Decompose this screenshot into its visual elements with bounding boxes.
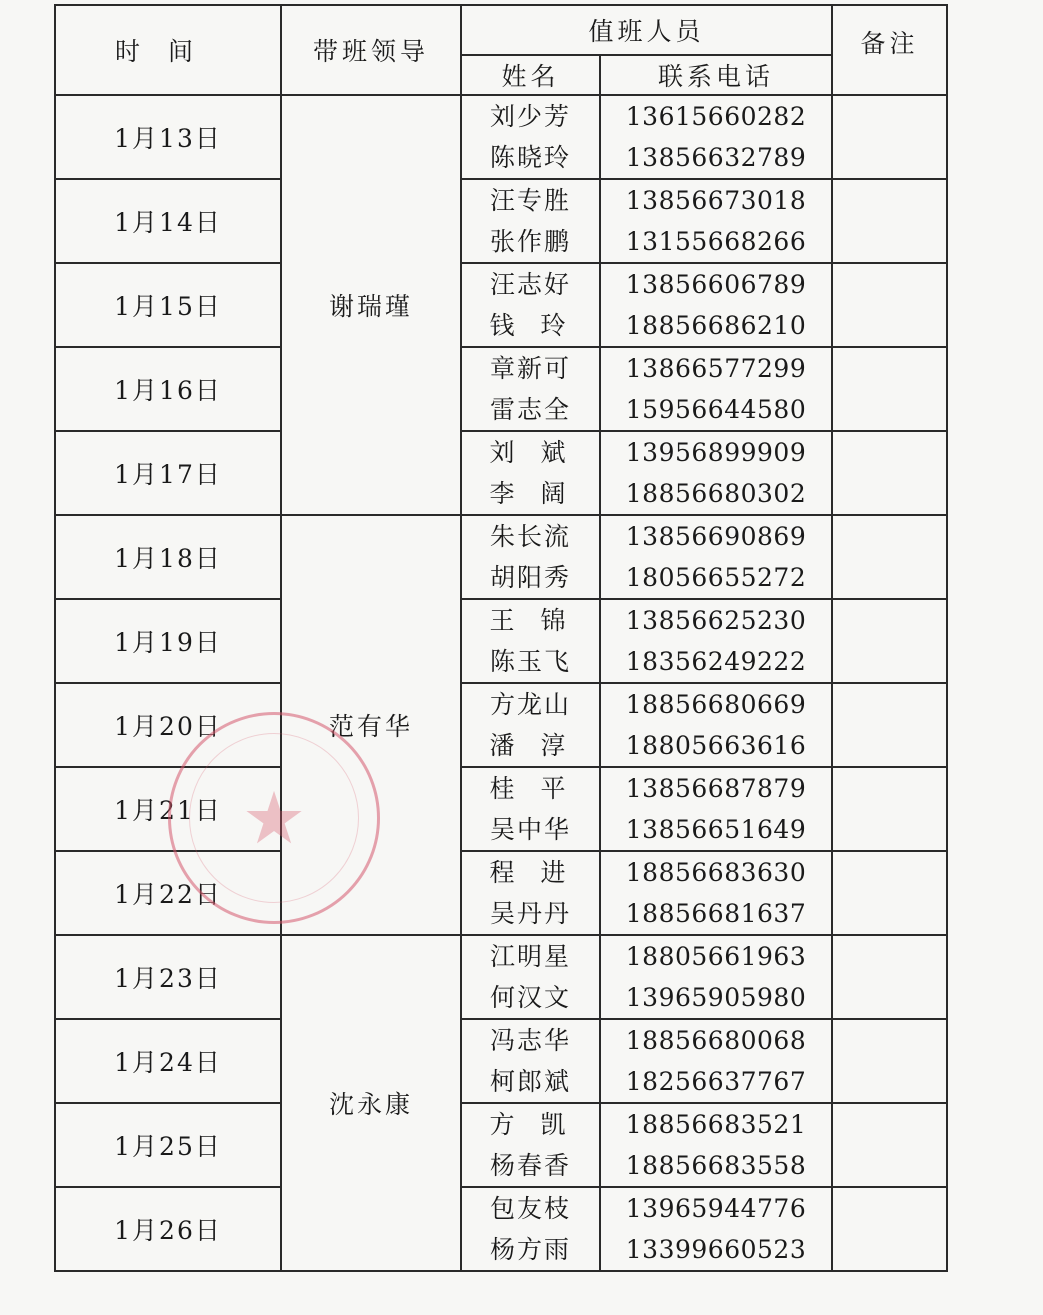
note-cell xyxy=(832,1187,947,1271)
table-row xyxy=(55,599,947,683)
staff-phone: 13856651649 xyxy=(625,815,807,844)
staff-phone: 13965944776 xyxy=(625,1194,807,1223)
staff-name: 胡阳秀 xyxy=(489,563,571,592)
table-row xyxy=(55,347,947,431)
note-cell xyxy=(832,683,947,767)
table-row xyxy=(55,431,947,515)
header-note: 备注 xyxy=(832,5,947,95)
staff-phones-cell xyxy=(600,179,832,263)
staff-phone: 18856681637 xyxy=(625,899,807,928)
staff-name: 方凯 xyxy=(489,1110,592,1139)
duty-date: 1月26日 xyxy=(55,1187,281,1271)
duty-date: 1月15日 xyxy=(55,263,281,347)
table-row xyxy=(55,683,947,767)
note-cell xyxy=(832,767,947,851)
staff-name: 雷志全 xyxy=(489,395,571,424)
duty-date: 1月23日 xyxy=(55,935,281,1019)
staff-phone: 13155668266 xyxy=(625,227,807,256)
staff-name: 桂平 xyxy=(489,774,592,803)
duty-date: 1月16日 xyxy=(55,347,281,431)
staff-names-cell xyxy=(461,95,600,179)
staff-phones-cell xyxy=(600,851,832,935)
staff-names-cell xyxy=(461,767,600,851)
staff-name: 潘淳 xyxy=(489,731,592,760)
header-time: 时间 xyxy=(55,5,281,95)
header-phone: 联系电话 xyxy=(600,55,832,95)
table-row xyxy=(55,263,947,347)
staff-phone: 18856680302 xyxy=(625,479,807,508)
staff-name: 张作鹏 xyxy=(489,227,571,256)
table-row xyxy=(55,179,947,263)
staff-phone: 15956644580 xyxy=(625,395,807,424)
table-row xyxy=(55,851,947,935)
note-cell xyxy=(832,935,947,1019)
note-cell xyxy=(832,599,947,683)
staff-phones-cell xyxy=(600,515,832,599)
duty-date: 1月14日 xyxy=(55,179,281,263)
staff-phone: 18356249222 xyxy=(625,647,807,676)
staff-names-cell xyxy=(461,179,600,263)
table-row xyxy=(55,1187,947,1271)
staff-names-cell xyxy=(461,599,600,683)
duty-date: 1月24日 xyxy=(55,1019,281,1103)
staff-phone: 18856686210 xyxy=(625,311,807,340)
staff-phones-cell xyxy=(600,1103,832,1187)
star-icon: ★ xyxy=(241,776,307,860)
staff-name: 江明星 xyxy=(489,942,571,971)
staff-phone: 18805663616 xyxy=(625,731,807,760)
staff-phone: 18256637767 xyxy=(625,1067,807,1096)
staff-name: 杨春香 xyxy=(489,1151,571,1180)
staff-phones-cell xyxy=(600,431,832,515)
staff-names-cell xyxy=(461,1187,600,1271)
staff-names-cell xyxy=(461,1019,600,1103)
note-cell xyxy=(832,851,947,935)
staff-name: 程进 xyxy=(489,858,592,887)
staff-name: 汪专胜 xyxy=(489,186,571,215)
table-row xyxy=(55,95,947,179)
staff-name: 何汉文 xyxy=(489,983,571,1012)
leader-name: 谢瑞瑾 xyxy=(281,95,461,515)
table-row xyxy=(55,1019,947,1103)
note-cell xyxy=(832,179,947,263)
note-cell xyxy=(832,347,947,431)
header-leader: 带班领导 xyxy=(281,5,461,95)
note-cell xyxy=(832,1019,947,1103)
staff-phones-cell xyxy=(600,347,832,431)
staff-phones-cell xyxy=(600,683,832,767)
duty-date: 1月18日 xyxy=(55,515,281,599)
staff-phone: 18856680068 xyxy=(625,1026,807,1055)
staff-name: 包友枝 xyxy=(489,1194,571,1223)
leader-name: 范有华 xyxy=(281,515,461,935)
note-cell xyxy=(832,263,947,347)
note-cell xyxy=(832,431,947,515)
staff-names-cell xyxy=(461,1103,600,1187)
staff-name: 杨方雨 xyxy=(489,1235,571,1264)
staff-name: 柯郎斌 xyxy=(489,1067,571,1096)
staff-phone: 18856683558 xyxy=(625,1151,807,1180)
staff-name: 刘少芳 xyxy=(489,102,571,131)
staff-phone: 13615660282 xyxy=(625,102,807,131)
staff-names-cell xyxy=(461,935,600,1019)
staff-name: 陈晓玲 xyxy=(489,143,571,172)
staff-name: 汪志好 xyxy=(489,270,571,299)
staff-phone: 18856683630 xyxy=(625,858,807,887)
staff-phone: 18805661963 xyxy=(625,942,807,971)
staff-names-cell xyxy=(461,851,600,935)
table-row xyxy=(55,935,947,1019)
staff-phone: 13856625230 xyxy=(625,606,807,635)
staff-name: 方龙山 xyxy=(489,690,571,719)
staff-names-cell xyxy=(461,263,600,347)
staff-phone: 13856687879 xyxy=(625,774,807,803)
duty-roster-table xyxy=(54,4,948,1272)
duty-date: 1月20日 xyxy=(55,683,281,767)
staff-phones-cell xyxy=(600,1187,832,1271)
staff-name: 刘斌 xyxy=(489,438,592,467)
duty-date: 1月17日 xyxy=(55,431,281,515)
staff-phones-cell xyxy=(600,1019,832,1103)
staff-name: 李阔 xyxy=(489,479,592,508)
staff-phone: 18056655272 xyxy=(625,563,807,592)
duty-date: 1月19日 xyxy=(55,599,281,683)
note-cell xyxy=(832,95,947,179)
staff-name: 钱玲 xyxy=(489,311,592,340)
staff-phones-cell xyxy=(600,263,832,347)
staff-phones-cell xyxy=(600,95,832,179)
staff-name: 章新可 xyxy=(489,354,571,383)
staff-phones-cell xyxy=(600,935,832,1019)
header-name: 姓名 xyxy=(461,55,600,95)
staff-phone: 13856690869 xyxy=(625,522,807,551)
staff-phone: 13856673018 xyxy=(625,186,807,215)
staff-phone: 18856680669 xyxy=(625,690,807,719)
staff-phone: 13866577299 xyxy=(625,354,807,383)
staff-names-cell xyxy=(461,431,600,515)
duty-date: 1月13日 xyxy=(55,95,281,179)
staff-name: 冯志华 xyxy=(489,1026,571,1055)
table-row xyxy=(55,1103,947,1187)
staff-phones-cell xyxy=(600,599,832,683)
staff-phones-cell xyxy=(600,767,832,851)
staff-names-cell xyxy=(461,515,600,599)
staff-name: 吴中华 xyxy=(489,815,571,844)
duty-date: 1月21日 xyxy=(55,767,281,851)
leader-name: 沈永康 xyxy=(281,935,461,1271)
note-cell xyxy=(832,515,947,599)
staff-phone: 13956899909 xyxy=(625,438,807,467)
table-row xyxy=(55,515,947,599)
duty-date: 1月25日 xyxy=(55,1103,281,1187)
staff-phone: 18856683521 xyxy=(625,1110,807,1139)
table-row xyxy=(55,767,947,851)
header-duty-staff: 值班人员 xyxy=(461,5,832,55)
staff-phone: 13399660523 xyxy=(625,1235,807,1264)
staff-name: 陈玉飞 xyxy=(489,647,571,676)
staff-phone: 13856606789 xyxy=(625,270,807,299)
staff-names-cell xyxy=(461,683,600,767)
duty-date: 1月22日 xyxy=(55,851,281,935)
staff-name: 王锦 xyxy=(489,606,592,635)
staff-phone: 13965905980 xyxy=(625,983,807,1012)
staff-name: 吴丹丹 xyxy=(489,899,571,928)
staff-name: 朱长流 xyxy=(489,522,571,551)
staff-names-cell xyxy=(461,347,600,431)
staff-phone: 13856632789 xyxy=(625,143,807,172)
note-cell xyxy=(832,1103,947,1187)
